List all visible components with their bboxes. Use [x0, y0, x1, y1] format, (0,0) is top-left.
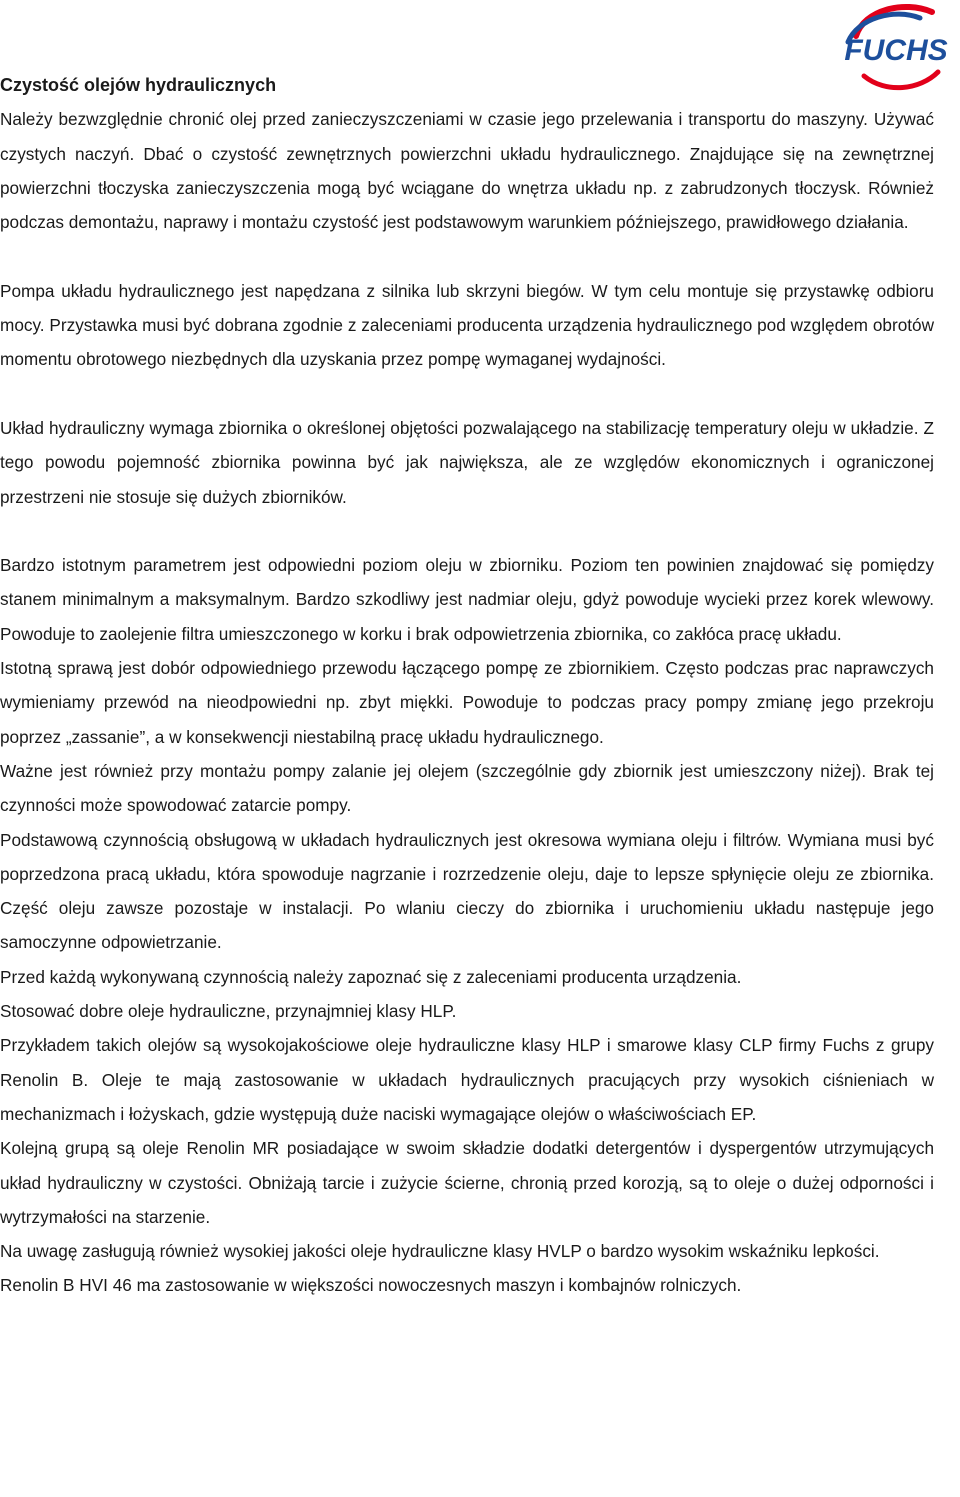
- paragraph-hlp: Stosować dobre oleje hydrauliczne, przynajmniej klasy HLP.: [0, 1001, 457, 1022]
- logo-text: FUCHS: [844, 34, 948, 67]
- paragraph-oil-change: Podstawową czynnością obsługową w układach hydraulicznych jest okresowa wymiana oleju i filtrów. Wymiana musi być poprzedzona pracą układu, która spowoduje nagrzanie i rozrzedzenie oleju, daje to lepsze spłynięcie oleju ze zbiornika. Część oleju zawsze pozostaje w instalacji. Po wlaniu cieczy do zbiornika i uruchomieniu układu następuje jego samoczynne odpowietrzanie.: [0, 829, 934, 953]
- paragraph-hvi46: Renolin B HVI 46 ma zastosowanie w większości nowoczesnych maszyn i kombajnów rolniczych.: [0, 1275, 742, 1296]
- paragraph-pump-filling: Ważne jest również przy montażu pompy zalanie jej olejem (szczególnie gdy zbiornik jest umieszczony niżej). Brak tej czynności może spowodować zatarcie pompy.: [0, 760, 934, 816]
- paragraph-renolin-mr: Kolejną grupą są oleje Renolin MR posiadające w swoim składzie dodatki detergentów i dyspergentów utrzymujących układ hydrauliczny w czystości. Obniżają tarcie i zużycie ścierne, chronią przed korozją, są to oleje o dużej odporności i wytrzymałości na starzenie.: [0, 1138, 934, 1227]
- paragraph-hvlp: Na uwagę zasługują również wysokiej jakości oleje hydrauliczne klasy HVLP o bardzo wysokim wskaźniku lepkości.: [0, 1241, 880, 1262]
- document-body: [0, 68, 934, 1303]
- paragraph-tank: Układ hydrauliczny wymaga zbiornika o określonej objętości pozwalającego na stabilizację temperatury oleju w układzie. Z tego powodu pojemność zbiornika powinna być jak największa, ale ze względów ekonomicznych i ograniczonej przestrzeni nie stosuje się dużych zbiorników.: [0, 417, 934, 507]
- paragraph-cleanliness: Należy bezwzględnie chronić olej przed zanieczyszczeniami w czasie jego przelewania i transportu do maszyny. Używać czystych naczyń. Dbać o czystość zewnętrznych powierzchni układu hydraulicznego. Znajdujące się na zewnętrznej powierzchni tłoczyska zanieczyszczenia mogą być wciągane do wnętrza układu np. z zabrudzonych tłoczysk. Również podczas demontażu, naprawy i montażu czystość jest podstawowym warunkiem późniejszego, prawidłowego działania.: [0, 109, 934, 233]
- paragraph-hose: Istotną sprawą jest dobór odpowiedniego przewodu łączącego pompę ze zbiornikiem. Często podczas prac naprawczych wymieniamy przewód na nieodpowiedni np. zbyt miękki. Powoduje to podczas pracy pompy zmianę jego przekroju poprzez „zassanie”, a w konsekwencji niestabilną pracę układu hydraulicznego.: [0, 658, 934, 747]
- paragraph-renolin-b: Przykładem takich olejów są wysokojakościowe oleje hydrauliczne klasy HLP i smarowe klasy CLP firmy Fuchs z grupy Renolin B. Oleje te mają zastosowanie w układach hydraulicznych pracujących przy wysokich ciśnieniach w mechanizmach i łożyskach, gdzie występują duże naciski wymagające olejów o właściwościach EP.: [0, 1035, 934, 1124]
- paragraph-pump-drive: Pompa układu hydraulicznego jest napędzana z silnika lub skrzyni biegów. W tym celu montuje się przystawkę odbioru mocy. Przystawka musi być dobrana zgodnie z zaleceniami producenta urządzenia hydraulicznego pod względem obrotów momentu obrotowego niezbędnych dla uzyskania przez pompę wymaganej wydajności.: [0, 280, 934, 370]
- document-title: Czystość olejów hydraulicznych: [0, 75, 277, 95]
- paragraph-manufacturer: Przed każdą wykonywaną czynnością należy zapoznać się z zaleceniami producenta urządzenia.: [0, 966, 742, 987]
- paragraph-oil-level: Bardzo istotnym parametrem jest odpowiedni poziom oleju w zbiorniku. Poziom ten powinien znajdować się pomiędzy stanem minimalnym a maksymalnym. Bardzo szkodliwy jest nadmiar oleju, gdyż powoduje wycieki przez korek wlewowy. Powoduje to zaolejenie filtra umieszczonego w korku i brak odpowietrzenia zbiornika, co zakłóca pracę układu.: [0, 555, 934, 644]
